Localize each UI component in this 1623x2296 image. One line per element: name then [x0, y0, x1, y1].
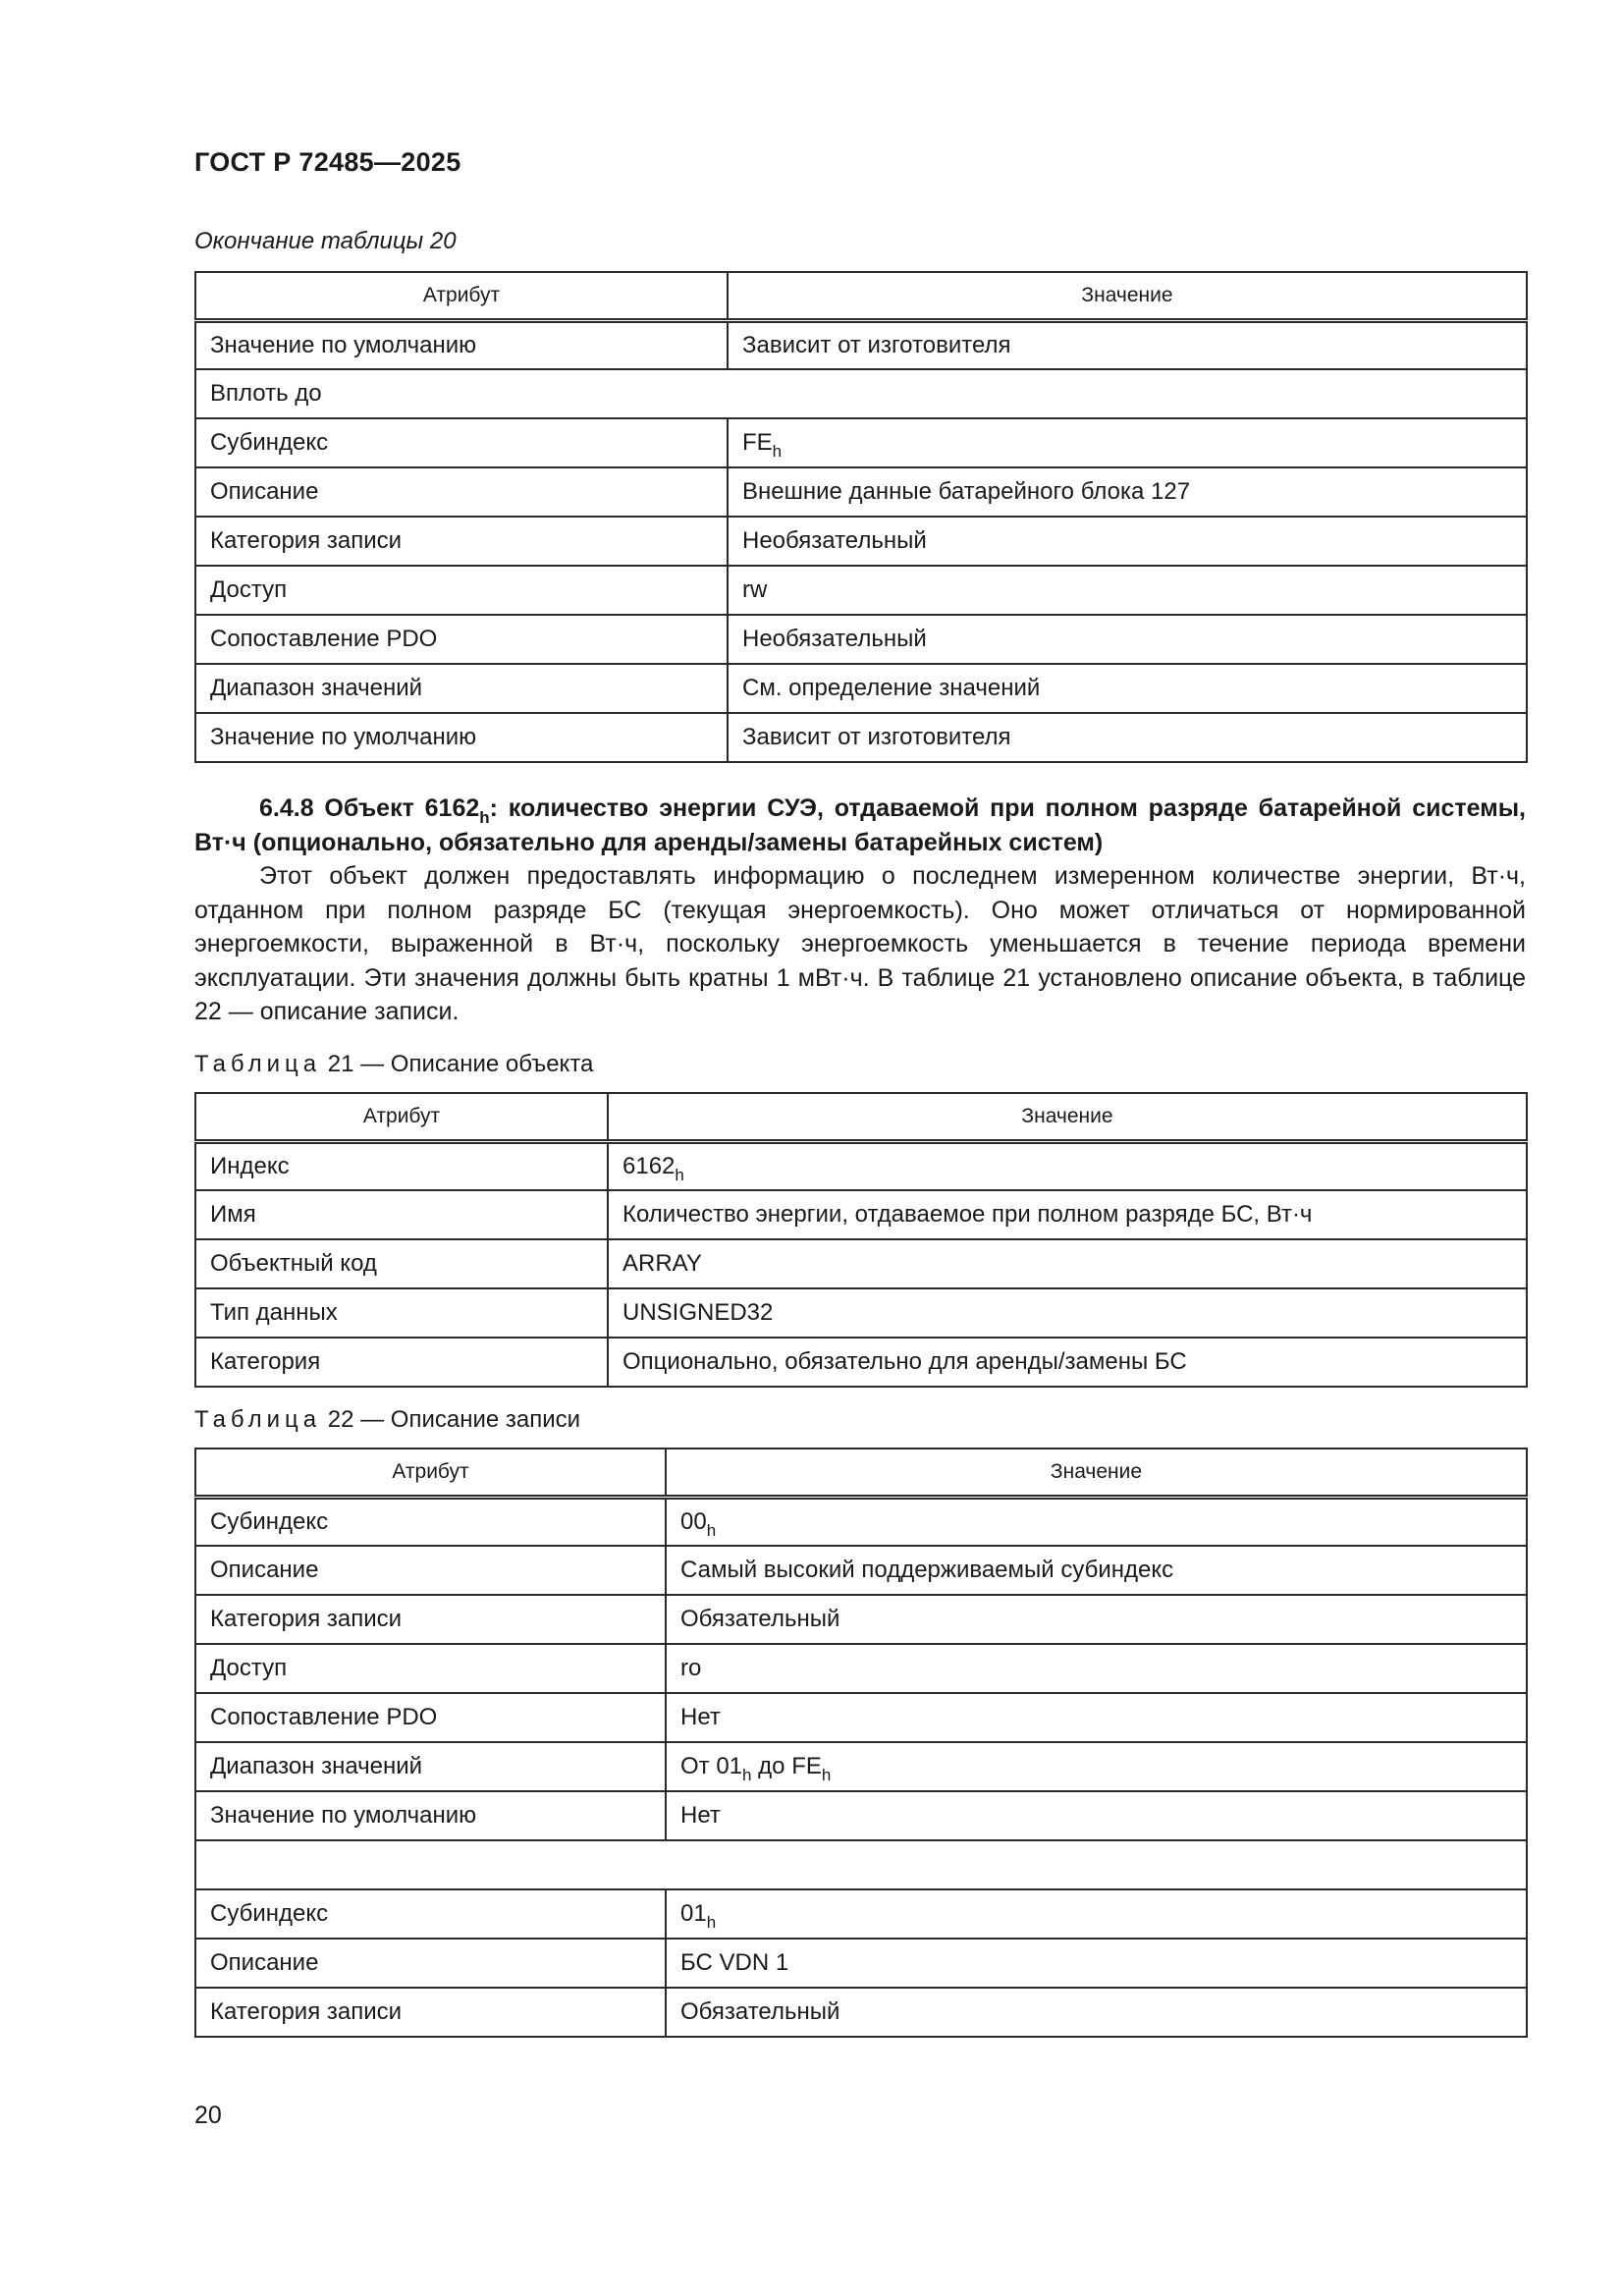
- column-header-value: Значение: [608, 1093, 1527, 1141]
- table-row: [195, 1288, 1527, 1338]
- value-cell: UNSIGNED32: [608, 1288, 1527, 1338]
- value-text: FE: [742, 429, 773, 456]
- table-row: [195, 1693, 1527, 1742]
- section-heading: [194, 792, 1526, 859]
- attribute-cell: Значение по умолчанию: [195, 320, 728, 369]
- column-header-attribute: Атрибут: [195, 1449, 666, 1497]
- value-text: до FE: [751, 1753, 822, 1779]
- attribute-cell: Описание: [195, 467, 728, 517]
- section-6-4-8: [194, 792, 1526, 1029]
- spanning-cell: [195, 1840, 1527, 1889]
- value-cell: Зависит от изготовителя: [728, 713, 1527, 762]
- section-heading-part: 6.4.8 Объект 6162: [259, 794, 480, 822]
- table-row: [195, 1497, 1527, 1546]
- attribute-cell: Сопоставление PDO: [195, 615, 728, 664]
- table-row: [195, 369, 1527, 418]
- table-row: [195, 1742, 1527, 1791]
- table-row: [195, 1644, 1527, 1693]
- table-20-continuation: [194, 271, 1528, 763]
- value-text: 01: [680, 1900, 707, 1927]
- attribute-cell: Описание: [195, 1939, 666, 1988]
- value-cell: Необязательный: [728, 615, 1527, 664]
- page-number: 20: [194, 2102, 222, 2129]
- attribute-cell: Субиндекс: [195, 1889, 666, 1939]
- hex-suffix: h: [772, 442, 783, 461]
- table-row: [195, 1141, 1527, 1190]
- table-row: [195, 1840, 1527, 1889]
- section-heading-part: : количество энергии СУЭ, отдаваемой при полном разряде батарейной системы, Вт·ч (опционально, обязательно для аренды/замены батарейных систем): [194, 794, 1527, 856]
- table-row: [195, 1791, 1527, 1840]
- value-cell: Обязательный: [666, 1595, 1527, 1644]
- value-cell: rw: [728, 566, 1527, 615]
- value-cell: [666, 1497, 1527, 1546]
- standard-designation: ГОСТ Р 72485—2025: [194, 147, 461, 177]
- value-cell: [728, 418, 1527, 467]
- table-row: [195, 1595, 1527, 1644]
- value-cell: Внешние данные батарейного блока 127: [728, 467, 1527, 517]
- table-21: [194, 1092, 1528, 1388]
- table-row: [195, 615, 1527, 664]
- value-cell: Необязательный: [728, 517, 1527, 566]
- table-22-title: [194, 1406, 580, 1434]
- hex-suffix: h: [821, 1766, 832, 1784]
- attribute-cell: Доступ: [195, 1644, 666, 1693]
- attribute-cell: Имя: [195, 1190, 608, 1239]
- hex-suffix: h: [742, 1766, 752, 1784]
- table-row: [195, 1239, 1527, 1288]
- value-text: 6162: [622, 1152, 676, 1179]
- attribute-cell: Категория: [195, 1338, 608, 1387]
- attribute-cell: Значение по умолчанию: [195, 1791, 666, 1840]
- column-header-attribute: Атрибут: [195, 1093, 608, 1141]
- table-label: Таблица: [194, 1406, 322, 1433]
- value-cell: [666, 1889, 1527, 1939]
- column-header-value: Значение: [728, 272, 1527, 320]
- value-text: От 01: [680, 1753, 743, 1779]
- value-cell: Количество энергии, отдаваемое при полном разряде БС, Вт·ч: [608, 1190, 1527, 1239]
- spanning-cell: Вплоть до: [195, 369, 1527, 418]
- value-cell: [666, 1742, 1527, 1791]
- value-cell: ARRAY: [608, 1239, 1527, 1288]
- table-22: [194, 1448, 1528, 2038]
- table-row: [195, 320, 1527, 369]
- hex-suffix: h: [706, 1520, 717, 1540]
- section-body-paragraph: Этот объект должен предоставлять информацию о последнем измеренном количестве энергии, Вт·ч, отданном при полном разряде БС (текущая энергоемкость). Оно может отличаться от нормированной энергоемкости, выраженной в Вт·ч, поскольку энергоемкость уменьшается в течение периода времени эксплуатации. Эти значения должны быть кратны 1 мВт·ч. В таблице 21 установлено описание объекта, в таблице 22 — описание записи.: [194, 862, 1526, 1025]
- table-row: [195, 1939, 1527, 1988]
- value-cell: [608, 1141, 1527, 1190]
- hex-suffix: h: [479, 808, 490, 827]
- table-row: [195, 1889, 1527, 1939]
- table-20-continuation-caption: Окончание таблицы 20: [194, 228, 457, 254]
- table-row: [195, 566, 1527, 615]
- table-header-row: [195, 272, 1527, 320]
- table-21-title: [194, 1051, 593, 1078]
- attribute-cell: Объектный код: [195, 1239, 608, 1288]
- value-cell: Нет: [666, 1791, 1527, 1840]
- attribute-cell: Тип данных: [195, 1288, 608, 1338]
- attribute-cell: Категория записи: [195, 1595, 666, 1644]
- value-cell: Опционально, обязательно для аренды/замены БС: [608, 1338, 1527, 1387]
- attribute-cell: Субиндекс: [195, 1497, 666, 1546]
- value-cell: ro: [666, 1644, 1527, 1693]
- attribute-cell: Категория записи: [195, 517, 728, 566]
- value-cell: БС VDN 1: [666, 1939, 1527, 1988]
- value-cell: Обязательный: [666, 1988, 1527, 2037]
- column-header-attribute: Атрибут: [195, 272, 728, 320]
- table-row: [195, 1546, 1527, 1595]
- table-row: [195, 1338, 1527, 1387]
- table-label: Таблица: [194, 1051, 322, 1077]
- attribute-cell: Доступ: [195, 566, 728, 615]
- table-row: [195, 1190, 1527, 1239]
- table-row: [195, 1988, 1527, 2037]
- attribute-cell: Диапазон значений: [195, 1742, 666, 1791]
- attribute-cell: Описание: [195, 1546, 666, 1595]
- value-text: 00: [680, 1507, 707, 1535]
- value-cell: Зависит от изготовителя: [728, 320, 1527, 369]
- table-title-text: 21 — Описание объекта: [321, 1051, 594, 1077]
- value-cell: Нет: [666, 1693, 1527, 1742]
- table-row: [195, 418, 1527, 467]
- attribute-cell: Субиндекс: [195, 418, 728, 467]
- table-row: [195, 517, 1527, 566]
- table-title-text: 22 — Описание записи: [321, 1406, 581, 1433]
- table-header-row: [195, 1093, 1527, 1141]
- attribute-cell: Значение по умолчанию: [195, 713, 728, 762]
- column-header-value: Значение: [666, 1449, 1527, 1497]
- table-row: [195, 467, 1527, 517]
- table-row: [195, 664, 1527, 713]
- attribute-cell: Сопоставление PDO: [195, 1693, 666, 1742]
- hex-suffix: h: [706, 1913, 717, 1932]
- attribute-cell: Категория записи: [195, 1988, 666, 2037]
- attribute-cell: Диапазон значений: [195, 664, 728, 713]
- hex-suffix: h: [675, 1165, 684, 1184]
- table-header-row: [195, 1449, 1527, 1497]
- value-cell: См. определение значений: [728, 664, 1527, 713]
- value-cell: Самый высокий поддерживаемый субиндекс: [666, 1546, 1527, 1595]
- attribute-cell: Индекс: [195, 1141, 608, 1190]
- table-row: [195, 713, 1527, 762]
